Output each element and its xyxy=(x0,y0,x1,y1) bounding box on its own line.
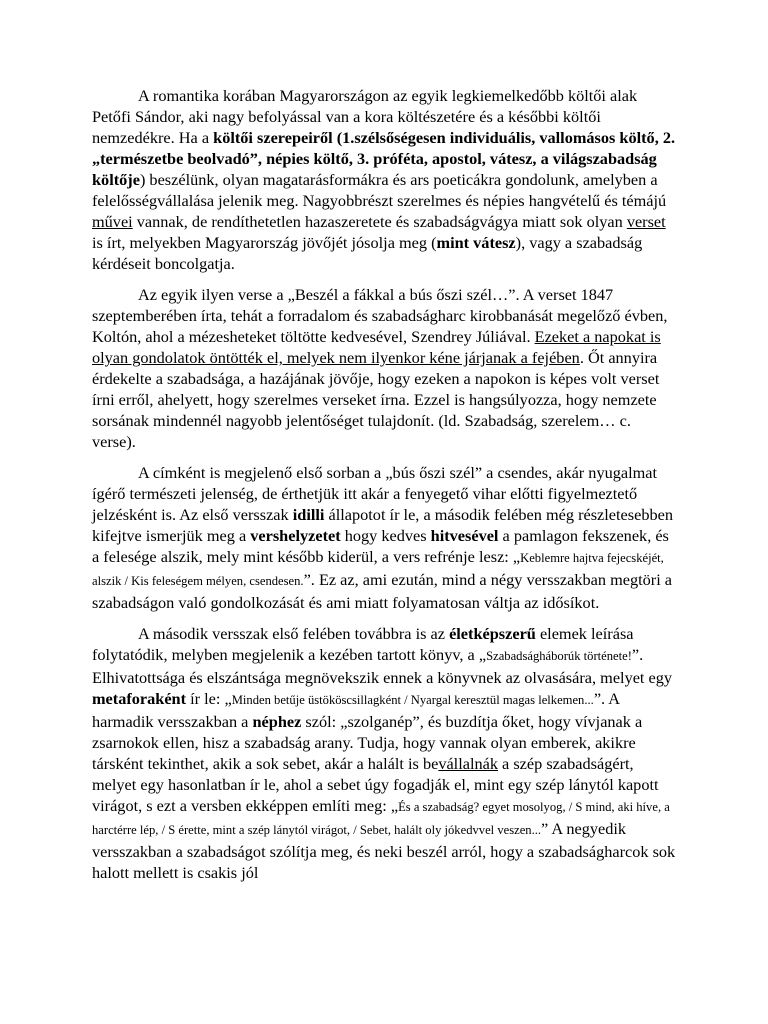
underlined-text: verset xyxy=(626,212,666,231)
quoted-verse: És a szabadság? egyet mosolyog, / S mind, aki híve, a harctérre lép, / S érette, mint a szép lánytól virágot, / Sebet, halált oly jókedvvel veszen... xyxy=(92,800,670,837)
underlined-text: művei xyxy=(92,212,133,231)
paragraph xyxy=(92,284,676,452)
text-run: vannak, de rendíthetetlen hazaszeretete és szabadságvágya miatt sok olyan xyxy=(132,212,627,231)
quoted-verse: Minden betűje üstököscsillagként / Nyargal keresztül magas lelkemen... xyxy=(231,693,594,707)
text-run: ”. A harmadik versszakban a xyxy=(92,689,620,731)
text-run: ”. Elhivatottsága és elszántsága megnövekszik ennek a könyvnek az olvasására, melyet egy xyxy=(92,645,673,687)
text-run: a szép szabadságért, melyet egy hasonlatban ír le, ahol a sebet úgy fogadják el, mint egy szép lánytól kapott virágot, s ezt a versben ekképpen említi meg: „ xyxy=(92,754,659,815)
underlined-text: Ezeket a napokat is olyan gondolatok öntötték el, melyek nem ilyenkor kéne járjanak a fejében xyxy=(92,327,661,367)
bold-text: néphez xyxy=(252,712,302,731)
text-run: is írt, melyekben Magyarország jövőjét jósolja meg ( xyxy=(92,233,437,252)
text-run: ”. Ez az, ami ezután, mind a négy versszakban megtöri a szabadságon való gondolkozását és ami miatt folyamatosan váltja az idősíkot. xyxy=(92,570,673,612)
text-run: A romantika korában Magyarországon az egyik legkiemelkedőbb költői alak Petőfi Sándor, aki nagy befolyással van a kora költészetére és a későbbi költői nemzedékre. Ha a xyxy=(92,86,638,147)
bold-text: mint vátesz xyxy=(436,233,516,252)
bold-text: hitvesével xyxy=(430,526,499,545)
text-run: ír le: „ xyxy=(186,689,232,708)
quoted-verse: Keblemre hajtva fejecskéjét, alszik / Kis feleségem mélyen, csendesen. xyxy=(92,551,664,588)
bold-text: metaforaként xyxy=(92,689,187,708)
text-run: a pamlagon fekszenek, és a felesége alszik, mely mint később kiderül, a vers refrénje lesz: „ xyxy=(92,526,669,566)
quoted-verse: Szabadságháborúk története! xyxy=(486,649,632,663)
paragraph xyxy=(92,85,676,274)
underlined-text: vállalnák xyxy=(438,754,498,773)
text-run: elemek leírása folytatódik, melyben megjelenik a kezében tartott könyv, a „ xyxy=(92,624,634,664)
bold-text: költői szerepeiről (1.szélsőségesen individuális, vallomásos költő, 2.„természetbe beolvadó”, népies költő, 3. próféta, apostol, vátesz, a világszabadság költője xyxy=(92,128,676,189)
text-run: Az egyik ilyen verse a „Beszél a fákkal a bús őszi szél…”. A verset 1847 szeptemberében írta, tehát a forradalom és szabadságharc kirobbanását megelőző évben, Koltón, ahol a mézesheteket töltötte kedvesével, Szendrey Júliával. xyxy=(92,285,668,346)
paragraph xyxy=(92,462,676,613)
bold-text: vershelyzetet xyxy=(250,526,341,545)
text-run: A címként is megjelenő első sorban a „bús őszi szél” a csendes, akár nyugalmat ígérő természeti jelenség, de érthetjük itt akár a fenyegető vihar előtti figyelmeztető jelzésként is. Az első versszak xyxy=(92,463,658,524)
bold-text: életképszerű xyxy=(449,624,536,643)
text-run: A második versszak első felében továbbra is az xyxy=(138,624,450,643)
text-run: . Őt annyira érdekelte a szabadsága, a hazájának jövője, hogy ezeken a napokon is képes volt verset írni erről, ahelyett, hogy szerelmes verseket írna. Ezzel is hangsúlyozza, hogy nemzete sorsának mindennél nagyobb jelentőséget tulajdonít. (ld. Szabadság, szerelem… c. verse). xyxy=(92,348,660,451)
text-run: ” A negyedik versszakban a szabadságot szólítja meg, és neki beszél arról, hogy a szabadságharcok sok halott mellett is csakis jól xyxy=(92,819,676,882)
text-run: ), vagy a szabadság kérdéseit boncolgatja. xyxy=(92,233,643,273)
text-run: állapotot ír le, a második felében még részletesebben kifejtve ismerjük meg a xyxy=(92,505,673,545)
bold-text: idilli xyxy=(292,505,325,524)
text-run: hogy kedves xyxy=(340,526,431,545)
text-run: szól: „szolganép”, és buzdítja őket, hogy vívjanak a zsarnokok ellen, hisz a szabadság arany. Tudja, hogy vannak olyan emberek, akikre társként tekinthet, akik a sok sebet, akár a halált is be xyxy=(92,712,643,773)
paragraph xyxy=(92,623,676,883)
text-run: ) beszélünk, olyan magatarásformákra és ars poeticákra gondolunk, amelyben a felelősségvállalása jelenik meg. Nagyobbrészt szerelmes és népies hangvételű és témájú xyxy=(92,170,667,210)
